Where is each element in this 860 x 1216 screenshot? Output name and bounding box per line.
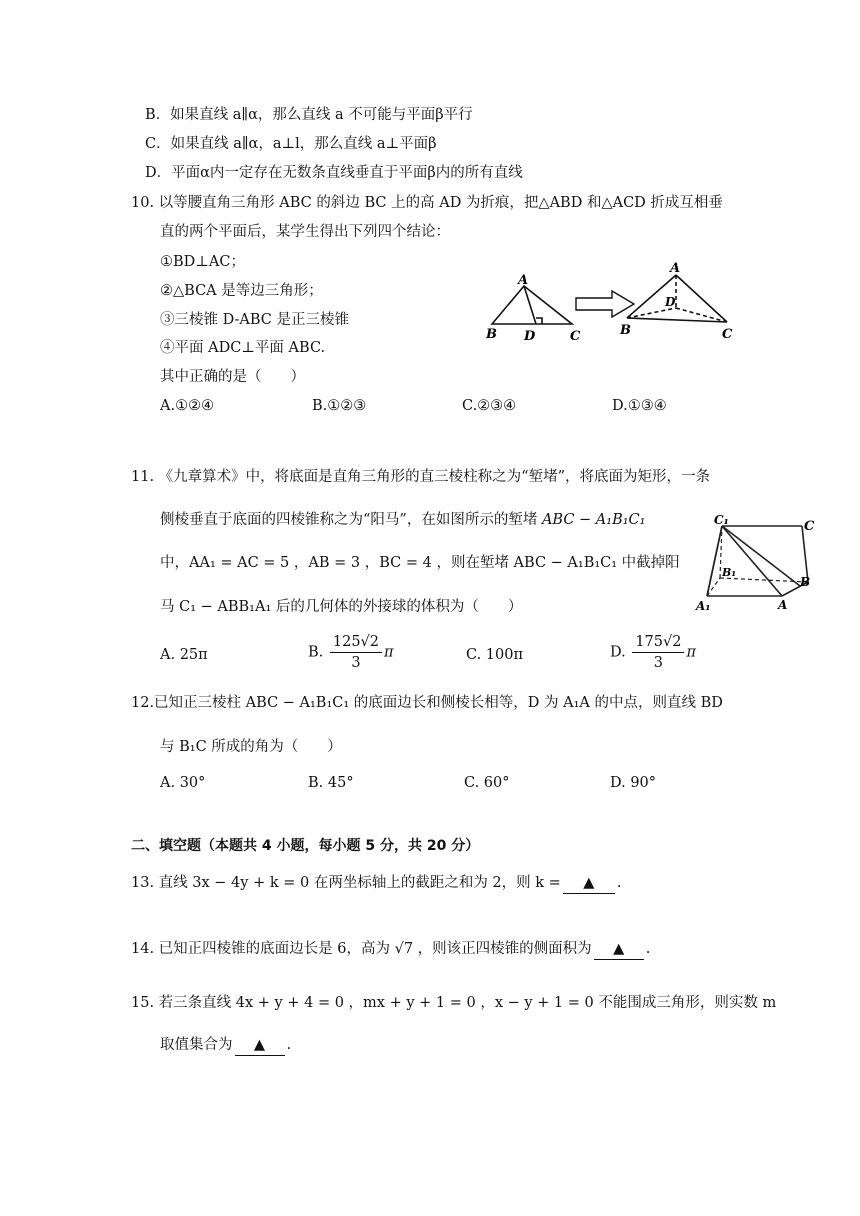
fig2-label-c: C xyxy=(722,327,733,342)
q11-option-b-fraction xyxy=(330,632,382,673)
fig-label-a1: A₁ xyxy=(696,599,711,613)
q10-stem-line2: 直的两个平面后，某学生得出下列四个结论： xyxy=(160,224,450,240)
q10-option-d: D.①③④ xyxy=(612,398,667,414)
q15-text: 取值集合为 xyxy=(160,1037,233,1053)
q14-text: 14. 已知正四棱锥的底面边长是 6，高为 √7 ，则该正四棱锥的侧面积为 xyxy=(131,941,592,957)
folded-tetrahedron xyxy=(627,275,727,322)
q13-text: 13. 直线 3x − 4y + k = 0 在两坐标轴上的截距之和为 2，则 k = xyxy=(131,875,561,891)
q15-answer-blank[interactable]: ▲ xyxy=(235,1035,285,1056)
q11-option-d-pi: π xyxy=(686,644,697,661)
q9-option-d: D．平面α内一定存在无数条直线垂直于平面β内的所有直线 xyxy=(145,165,523,181)
q15-period: . xyxy=(286,1037,292,1053)
fig-label-c: C xyxy=(804,519,815,534)
fig2-label-a: A xyxy=(670,261,681,276)
q11-stem-line3: 中，AA₁ = AC = 5 ，AB = 3 ，BC = 4 ，则在堑堵 ABC − A₁B₁C₁ 中截掉阳 xyxy=(160,555,680,571)
q11-option-d xyxy=(610,632,696,673)
fig1-label-d: D xyxy=(524,329,536,344)
fig2-label-b: B xyxy=(620,323,631,338)
q11-option-d-fraction xyxy=(632,632,684,673)
q12-option-d: D. 90° xyxy=(610,775,657,791)
q11-stem-line1: 11. 《九章算术》中，将底面是直角三角形的直三棱柱称之为“堑堵”，将底面为矩形，一条 xyxy=(131,469,710,485)
q11-option-d-numerator: 175√2 xyxy=(632,632,684,653)
fig1-label-a: A xyxy=(518,273,529,288)
q14-answer-blank[interactable]: ▲ xyxy=(594,939,644,960)
q10-option-a: A.①②④ xyxy=(160,398,215,414)
fold-arrow-icon xyxy=(576,291,634,317)
q11-option-a: A. 25π xyxy=(160,647,208,663)
section-2-heading: 二、填空题（本题共 4 小题，每小题 5 分，共 20 分） xyxy=(131,838,480,854)
q9-option-c: C．如果直线 a∥α，a⊥l，那么直线 a⊥平面β xyxy=(145,136,437,152)
q10-option-c: C.②③④ xyxy=(462,398,517,414)
fig-label-b1: B₁ xyxy=(722,566,737,579)
q11-line2-text: 侧棱垂直于底面的四棱锥称之为“阳马”，在如图所示的堑堵 xyxy=(160,512,538,528)
fig-label-a: A xyxy=(778,598,788,612)
q10-conclusion-4: ④平面 ADC⊥平面 ABC. xyxy=(160,340,326,356)
q9-option-b: B．如果直线 a∥α，那么直线 a 不可能与平面β平行 xyxy=(145,107,473,123)
q11-option-d-denominator: 3 xyxy=(653,655,664,671)
q11-stem-line4: 马 C₁ − ABB₁A₁ 后的几何体的外接球的体积为（ ） xyxy=(160,599,523,615)
q12-stem-line1: 12.已知正三棱柱 ABC − A₁B₁C₁ 的底面边长和侧棱长相等，D 为 A₁A 的中点，则直线 BD xyxy=(131,695,723,711)
q14-period: . xyxy=(645,941,651,957)
q11-option-b-pi: π xyxy=(384,644,394,661)
q13-period: . xyxy=(616,875,622,891)
q11-option-b-letter: B. xyxy=(308,644,324,661)
q12-option-b: B. 45° xyxy=(308,775,354,791)
fig1-label-c: C xyxy=(570,329,581,344)
fig-label-b: B xyxy=(800,575,811,589)
q12-option-c: C. 60° xyxy=(464,775,510,791)
q10-folding-figure xyxy=(478,258,743,348)
q11-option-d-letter: D. xyxy=(610,644,626,661)
q11-option-b-denominator: 3 xyxy=(351,655,361,671)
q10-conclusion-1: ①BD⊥AC； xyxy=(160,254,245,270)
q11-option-b xyxy=(308,632,394,673)
q12-option-a: A. 30° xyxy=(160,775,206,791)
q11-prism-figure xyxy=(694,514,828,616)
fig2-label-d: D xyxy=(665,295,676,309)
q10-question: 其中正确的是（ ） xyxy=(160,369,305,385)
q10-option-b: B.①②③ xyxy=(312,398,367,414)
q11-option-c: C. 100π xyxy=(466,647,524,663)
q15-line2 xyxy=(160,1035,291,1056)
q13 xyxy=(131,873,621,894)
q10-conclusion-3: ③三棱锥 D-ABC 是正三棱锥 xyxy=(160,312,350,328)
fig-label-c1: C₁ xyxy=(714,514,729,527)
q10-conclusion-2: ②△BCA 是等边三角形； xyxy=(160,283,323,299)
q11-option-b-numerator: 125√2 xyxy=(330,632,382,653)
fig1-label-b: B xyxy=(486,327,497,342)
q12-stem-line2: 与 B₁C 所成的角为（ ） xyxy=(160,739,342,755)
q10-stem-line1: 10. 以等腰直角三角形 ABC 的斜边 BC 上的高 AD 为折痕，把△ABD 和△ACD 折成互相垂 xyxy=(131,195,723,211)
q15-line1: 15. 若三条直线 4x + y + 4 = 0 ，mx + y + 1 = 0 ，x − y + 1 = 0 不能围成三角形，则实数 m xyxy=(131,995,777,1011)
q14 xyxy=(131,939,650,960)
q13-answer-blank[interactable]: ▲ xyxy=(563,873,615,894)
flat-triangle xyxy=(492,286,572,324)
q11-line2-formula: ABC − A₁B₁C₁ xyxy=(541,512,646,528)
q11-stem-line2 xyxy=(160,510,645,530)
